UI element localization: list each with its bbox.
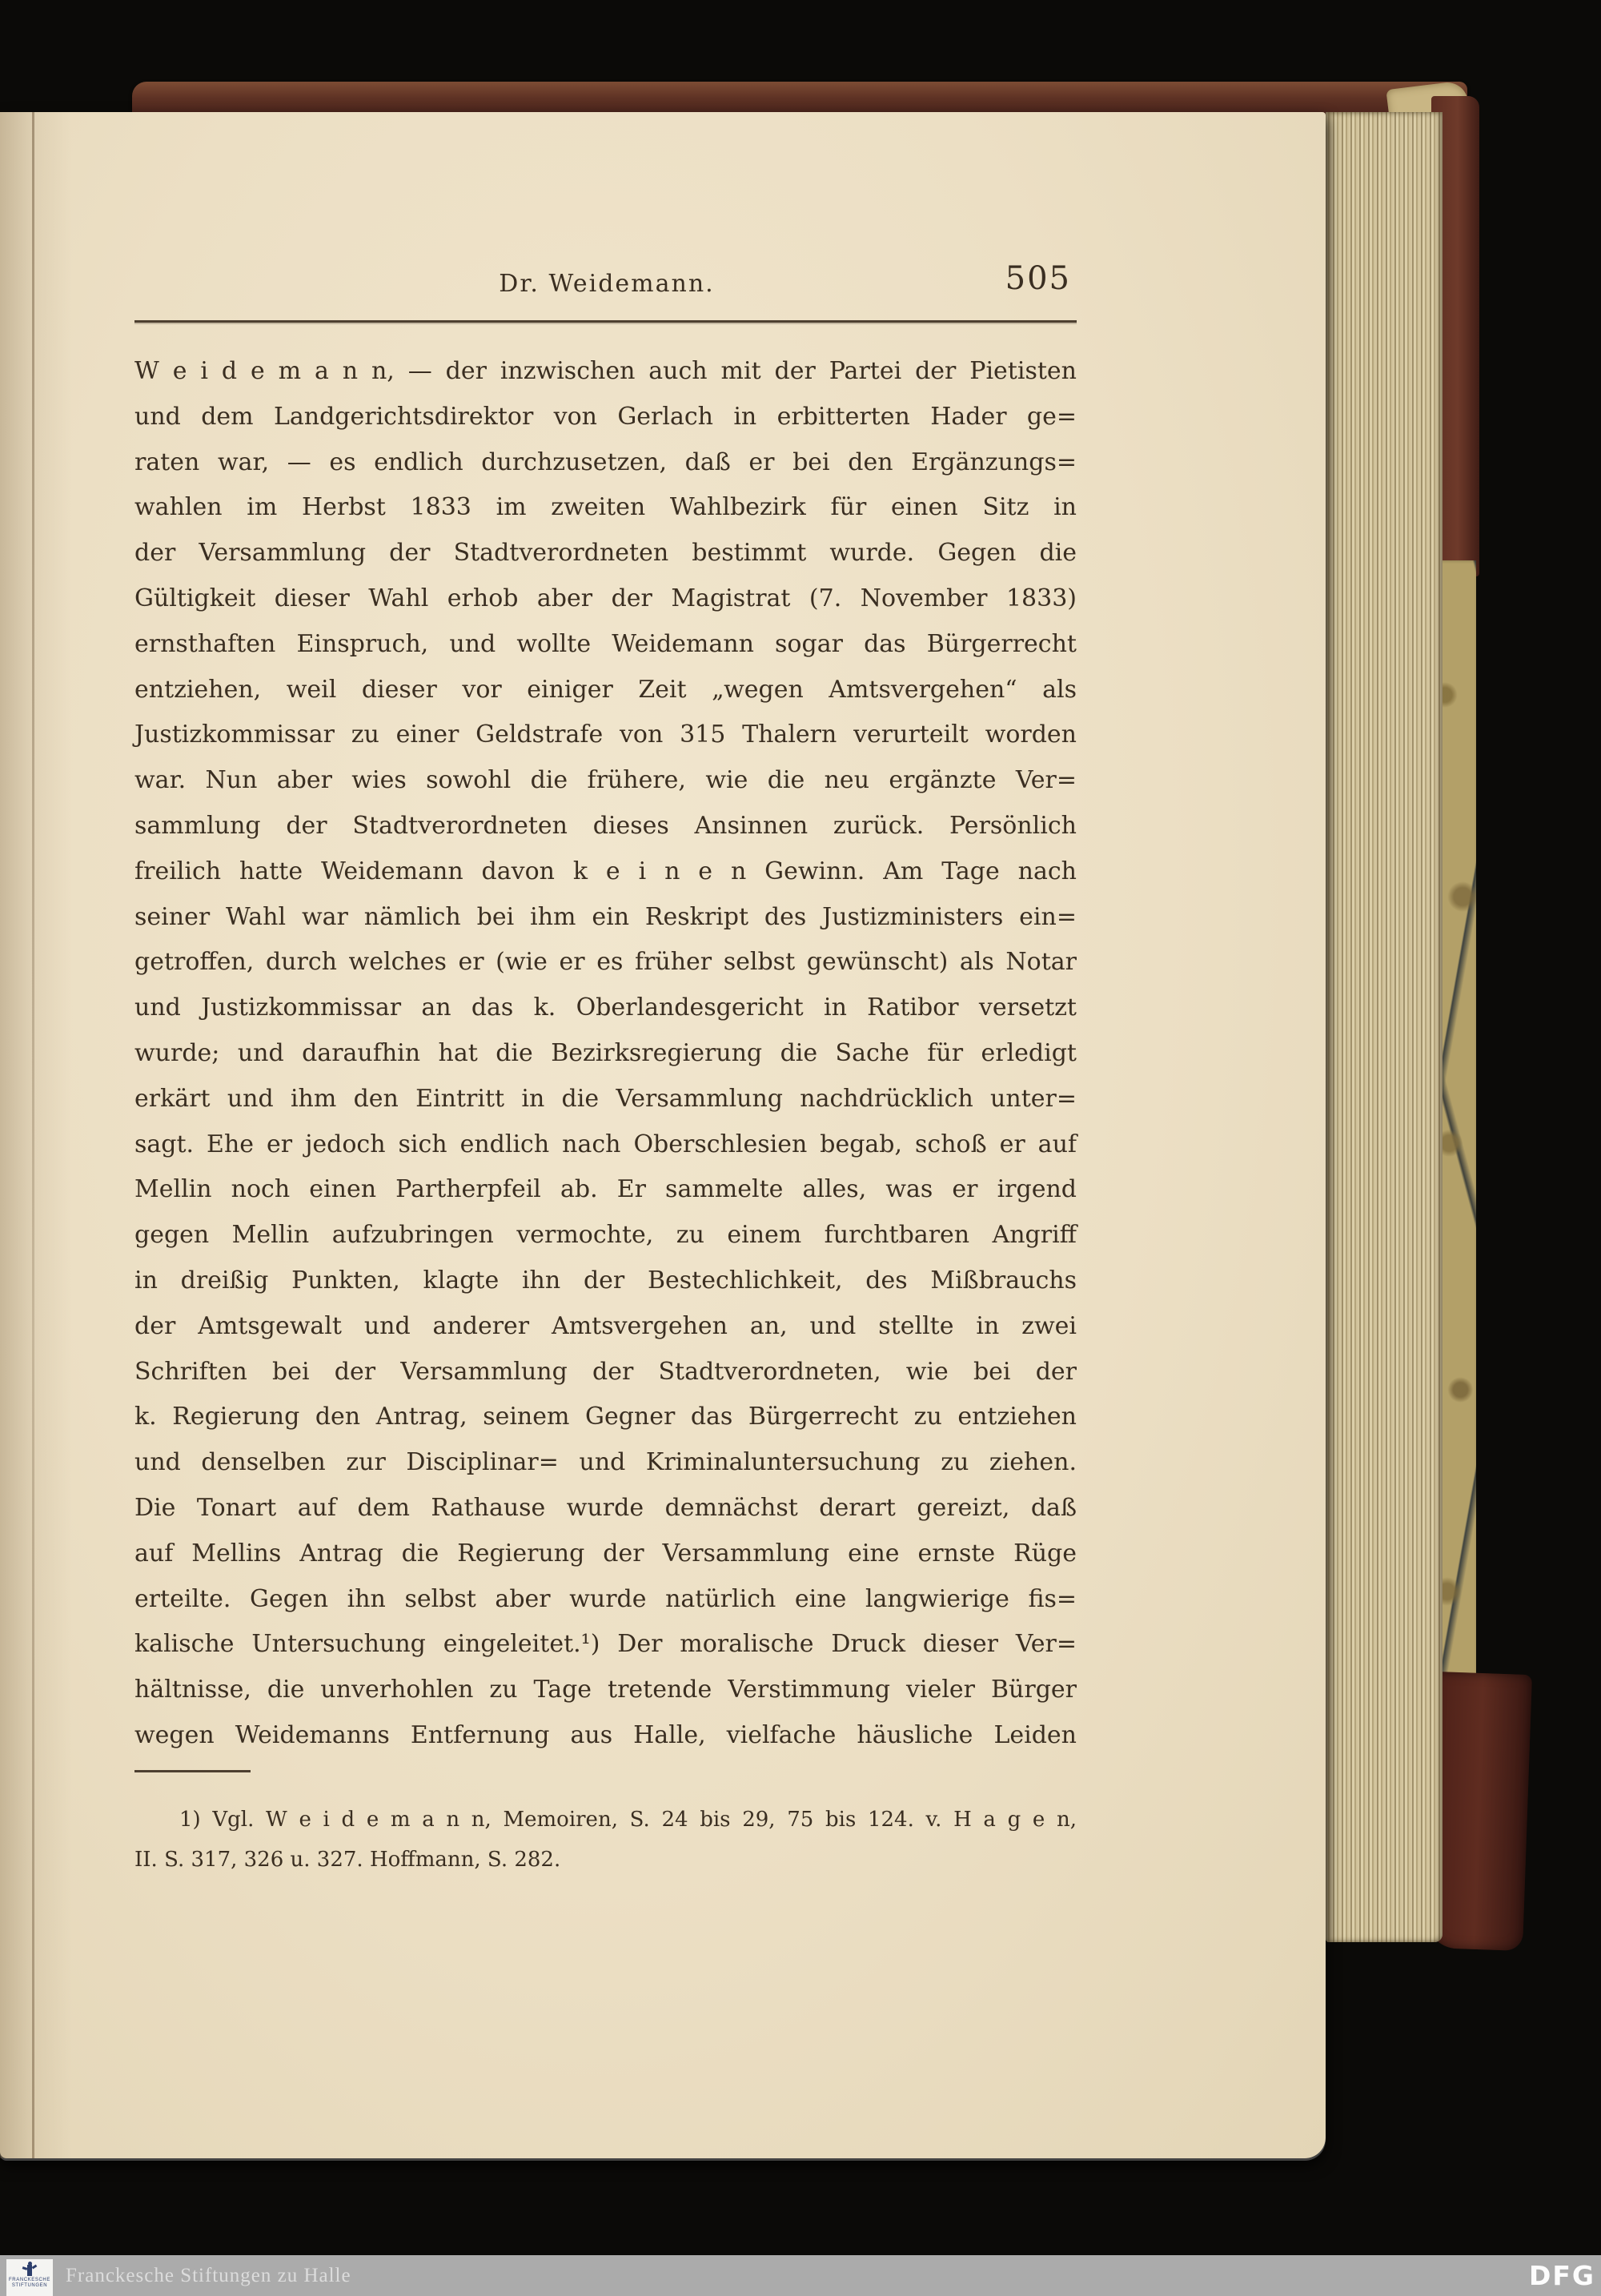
logo-text-line2: STIFTUNGEN	[11, 2283, 48, 2288]
body-text-line: kalische Untersuchung eingeleitet.¹) Der moralische Druck dieser Ver=	[134, 1630, 1077, 1659]
body-text-line: und dem Landgerichtsdirektor von Gerlach in erbitterten Hader ge=	[134, 402, 1077, 431]
book-fore-edge-pages	[1326, 112, 1443, 1942]
page-number: 505	[1005, 260, 1071, 297]
body-text-line: in dreißig Punkten, klagte ihn der Bestechlichkeit, des Mißbrauchs	[134, 1266, 1077, 1295]
body-text-line: erteilte. Gegen ihn selbst aber wurde natürlich eine langwierige fis=	[134, 1584, 1077, 1613]
body-text-line: auf Mellins Antrag die Regierung der Versammlung eine ernste Rüge	[134, 1539, 1077, 1567]
body-text-line: wahlen im Herbst 1833 im zweiten Wahlbezirk für einen Sitz in	[134, 493, 1077, 522]
body-text-line: erkärt und ihm den Eintritt in die Versammlung nachdrücklich unter=	[134, 1084, 1077, 1113]
body-text-line: k. Regierung den Antrag, seinem Gegner das Bürgerrecht zu entziehen	[134, 1403, 1077, 1431]
body-text-line: seiner Wahl war nämlich bei ihm ein Reskript des Justizministers ein=	[134, 902, 1077, 931]
body-text-line: raten war, — es endlich durchzusetzen, daß er bei den Ergänzungs=	[134, 448, 1077, 476]
body-text-line: Gültigkeit dieser Wahl erhob aber der Magistrat (7. November 1833)	[134, 584, 1077, 612]
logo-text-line1: FRANCKESCHE	[9, 2278, 50, 2282]
body-text-line: ernsthaften Einspruch, und wollte Weidemann sogar das Bürgerrecht	[134, 629, 1077, 658]
book-page	[0, 112, 1326, 2158]
body-text-line: und Justizkommissar an das k. Oberlandesgericht in Ratibor versetzt	[134, 993, 1077, 1022]
header-rule	[134, 320, 1077, 323]
franckesche-eagle-icon	[22, 2262, 37, 2278]
institution-name: Franckesche Stiftungen zu Halle	[66, 2264, 351, 2286]
body-text-line: sammlung der Stadtverordneten dieses Ansinnen zurück. Persönlich	[134, 811, 1077, 840]
footnote	[134, 1800, 1077, 1880]
running-title: Dr. Weidemann.	[499, 270, 715, 298]
body-text-line: Mellin noch einen Partherpfeil ab. Er sammelte alles, was er irgend	[134, 1175, 1077, 1204]
printed-content	[0, 112, 1326, 2158]
body-text-line: getroffen, durch welches er (wie er es früher selbst gewünscht) als Notar	[134, 948, 1077, 977]
footnote-rule	[134, 1770, 251, 1772]
body-text-line: der Versammlung der Stadtverordneten bestimmt wurde. Gegen die	[134, 539, 1077, 568]
footnote-line: II. S. 317, 326 u. 327. Hoffmann, S. 282.	[134, 1848, 561, 1872]
franckesche-stiftungen-logo	[6, 2259, 53, 2296]
footnote-line: 1) Vgl. W e i d e m a n n, Memoiren, S. 24 bis 29, 75 bis 124. v. H a g e n,	[179, 1808, 1077, 1832]
viewer-bar	[0, 2255, 1601, 2296]
body-text-line: war. Nun aber wies sowohl die frühere, wie die neu ergänzte Ver=	[134, 766, 1077, 795]
body-text-line: Schriften bei der Versammlung der Stadtverordneten, wie bei der	[134, 1357, 1077, 1386]
body-text-line: gegen Mellin aufzubringen vermochte, zu einem furchtbaren Angriff	[134, 1221, 1077, 1250]
body-text-line: hältnisse, die unverhohlen zu Tage tretende Verstimmung vieler Bürger	[134, 1676, 1077, 1704]
body-text-line: Die Tonart auf dem Rathause wurde demnächst derart gereizt, daß	[134, 1493, 1077, 1522]
body-text-line: W e i d e m a n n, — der inzwischen auch mit der Partei der Pietisten	[134, 357, 1077, 385]
body-text-line: wegen Weidemanns Entfernung aus Halle, vielfache häusliche Leiden	[134, 1720, 1077, 1749]
dfg-logo: DFG	[1528, 2260, 1595, 2291]
body-text	[134, 349, 1077, 1759]
body-text-line: Justizkommissar zu einer Geldstrafe von 315 Thalern verurteilt worden	[134, 721, 1077, 749]
body-text-line: freilich hatte Weidemann davon k e i n e n Gewinn. Am Tage nach	[134, 857, 1077, 885]
body-text-line: wurde; und daraufhin hat die Bezirksregierung die Sache für erledigt	[134, 1038, 1077, 1067]
body-text-line: entziehen, weil dieser vor einiger Zeit „wegen Amtsvergehen“ als	[134, 675, 1077, 704]
body-text-line: sagt. Ehe er jedoch sich endlich nach Oberschlesien begab, schoß er auf	[134, 1130, 1077, 1158]
body-text-line: der Amtsgewalt und anderer Amtsvergehen an, und stellte in zwei	[134, 1311, 1077, 1340]
body-text-line: und denselben zur Disciplinar= und Kriminaluntersuchung zu ziehen.	[134, 1448, 1077, 1477]
